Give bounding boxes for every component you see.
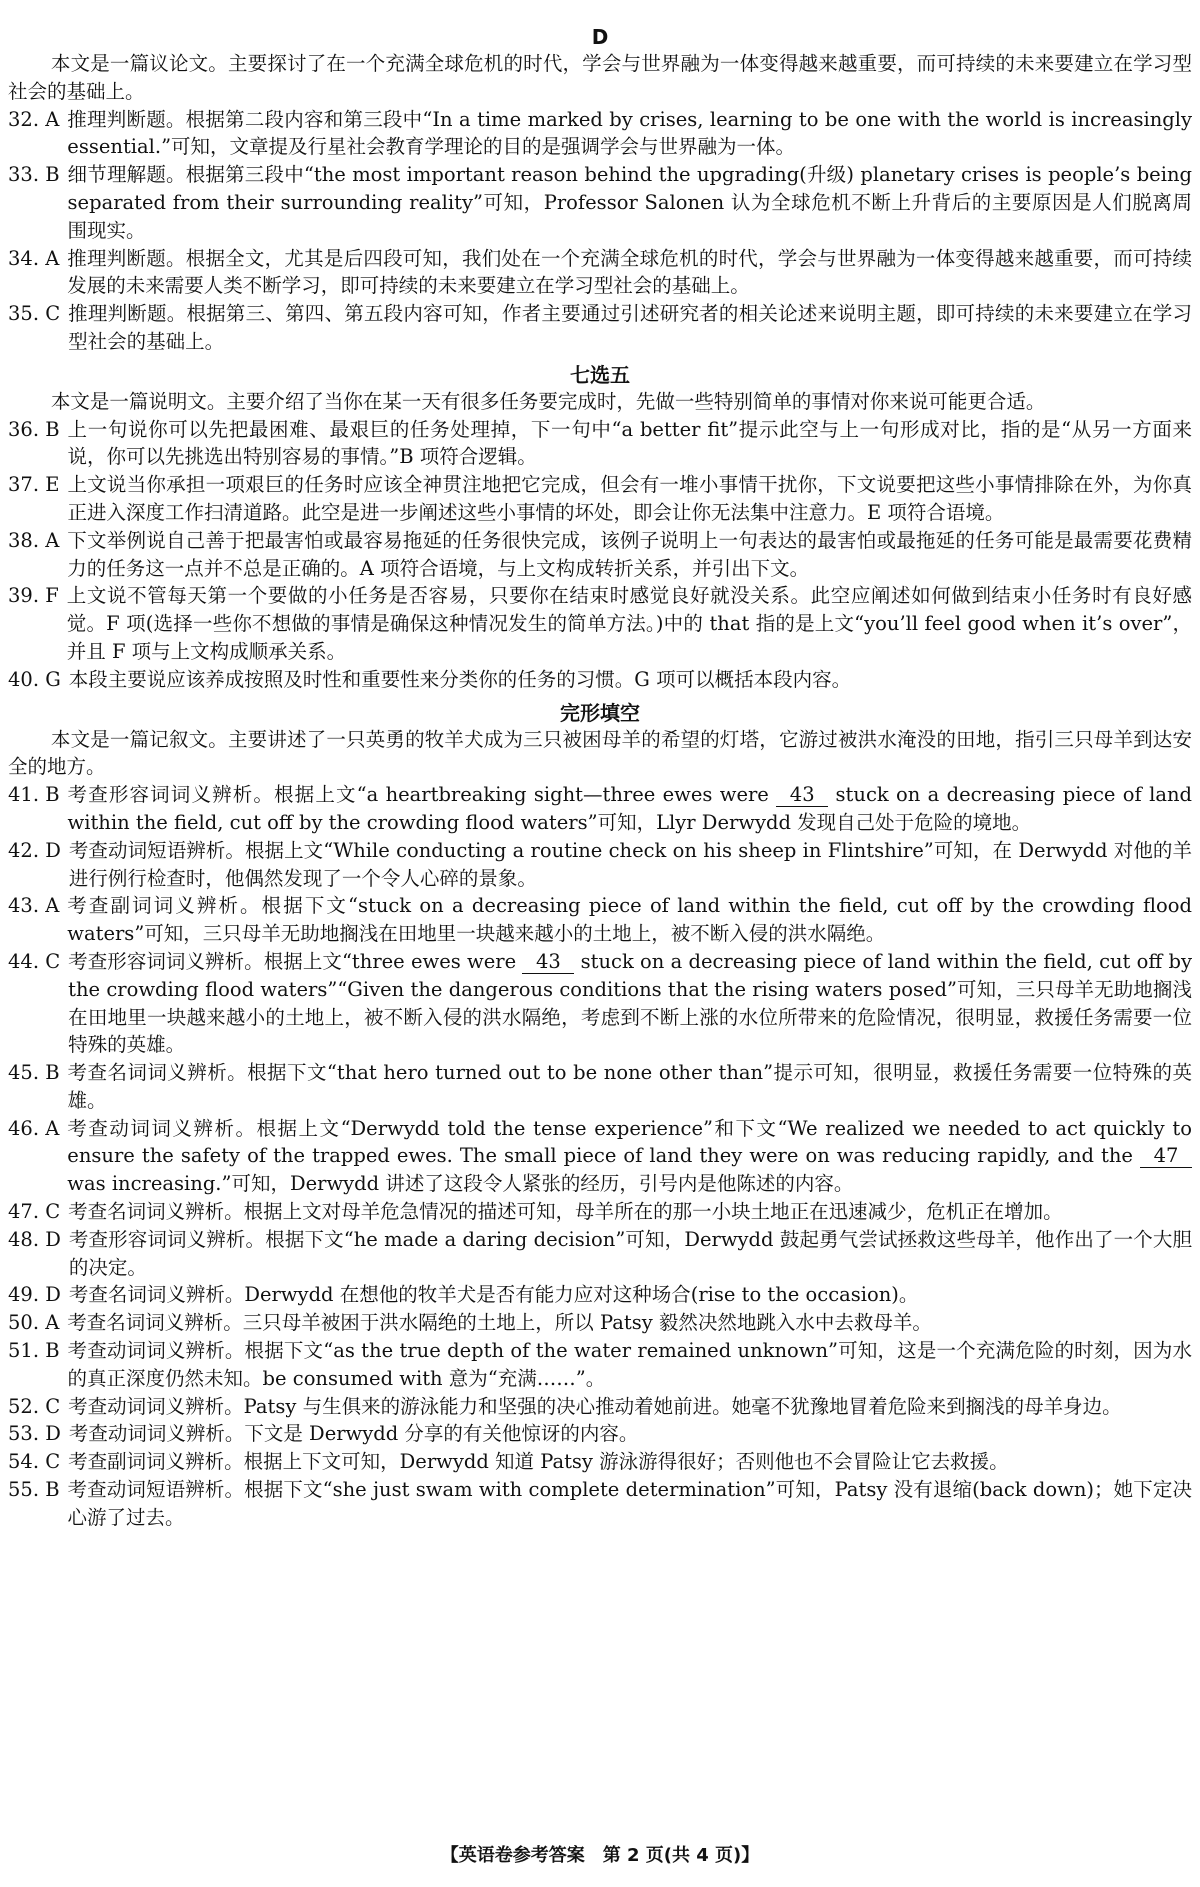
explanation-text: 考查形容词词义辨析。根据下文“he made a daring decision”可知，Derwydd 鼓起勇气尝试拯救这些母羊，他作出了一个大胆的决定。 (68, 1227, 1192, 1279)
answer-number: 35. C (8, 302, 61, 326)
explanation-text: 考查名词词义辨析。根据上文对母羊危急情况的描述可知，母羊所在的那一小块土地正在迅速减少，危机正在增加。 (68, 1200, 1063, 1224)
answer-item (8, 666, 1192, 694)
answer-number: 38. A (8, 528, 60, 552)
answer-item (8, 1226, 1192, 1282)
answer-key-content (8, 24, 1192, 1532)
explanation-text: 考查形容词词义辨析。根据上文“a heartbreaking sight—three ewes were (67, 783, 777, 807)
answer-explanation (67, 527, 1192, 583)
section-heading: 完形填空 (560, 700, 640, 725)
answer-item (8, 892, 1192, 948)
answer-explanation (69, 1226, 1192, 1282)
answer-section (8, 700, 1192, 1532)
explanation-text: 考查名词词义辨析。Derwydd 在想他的牧羊犬是否有能力应对这种场合(rise to the occasion)。 (68, 1283, 919, 1307)
explanation-text: 上一句说你可以先把最困难、最艰巨的任务处理掉，下一句中“a better fit”提示此空与上一句形成对比，指的是“从另一方面来说，你可以先挑选出特别容易的事情。”B 项符合逻辑。 (67, 417, 1192, 469)
answer-explanation (68, 1393, 1192, 1421)
explanation-text: 考查副词词义辨析。根据下文“stuck on a decreasing piece of land within the field, cut off by the crowding flood waters”可知，三只母羊无助地搁浅在田地里一块越来越小的土地上，被不断入侵的洪水隔绝。 (67, 894, 1192, 946)
explanation-text: 细节理解题。根据第三段中“the most important reason behind the upgrading(升级) planetary crises is people’s being separated from their surrounding reality”可知，Professor Salonen 认为全球危机不断上升背后的主要原因是人们脱离周围现实。 (67, 163, 1192, 242)
answer-item (8, 161, 1192, 244)
answer-number: 43. A (8, 894, 60, 918)
answer-number: 33. B (8, 163, 60, 187)
explanation-text: 考查动词短语辨析。根据上文“While conducting a routine check on his sheep in Flintshire”可知，在 Derwydd 对他的羊进行例行检查时，他偶然发现了一个令人心碎的景象。 (68, 838, 1192, 890)
answer-explanation (67, 892, 1192, 948)
answer-section (8, 362, 1192, 694)
answer-item (8, 1448, 1192, 1476)
answer-number: 36. B (8, 417, 60, 441)
answer-number: 52. C (8, 1394, 61, 1418)
answer-explanation (68, 161, 1192, 244)
answer-explanation (69, 837, 1192, 893)
answer-item (8, 245, 1192, 301)
answer-explanation (68, 1059, 1192, 1115)
answer-explanation (68, 1476, 1192, 1532)
answer-explanation (67, 1309, 1192, 1337)
answer-item (8, 1393, 1192, 1421)
answer-number: 47. C (8, 1200, 61, 1224)
explanation-text: 考查动词词义辨析。下文是 Derwydd 分享的有关他惊讶的内容。 (68, 1422, 639, 1446)
answer-number: 55. B (8, 1478, 60, 1502)
answer-item (8, 1476, 1192, 1532)
answer-number: 48. D (8, 1227, 61, 1251)
answer-explanation (69, 1281, 1192, 1309)
answer-item (8, 106, 1192, 162)
section-intro: 本文是一篇说明文。主要介绍了当你在某一天有很多任务要完成时，先做一些特别简单的事情对你来说可能更合适。 (50, 389, 1046, 413)
answer-item (8, 1281, 1192, 1309)
answer-explanation (67, 245, 1192, 301)
explanation-text: 上文说当你承担一项艰巨的任务时应该全神贯注地把它完成，但会有一堆小事情干扰你，下文说要把这些小事情排除在外，为你真正进入深度工作扫清道路。此空是进一步阐述这些小事情的坏处，即会让你无法集中注意力。E 项符合语境。 (67, 473, 1192, 524)
answer-explanation (68, 1337, 1192, 1393)
explanation-text: 考查动词短语辨析。根据下文“she just swam with complete determination”可知，Patsy 没有退缩(back down)；她下定决心游了过去。 (67, 1478, 1192, 1529)
answer-number: 39. F (8, 584, 59, 608)
explanation-text: stuck on a decreasing piece of land within the field, cut off by the crowding flood waters”可知，Llyr Derwydd 发现自己处于危险的境地。 (67, 783, 1192, 834)
blank-number: 47 (1140, 1145, 1192, 1168)
answer-explanation (68, 416, 1192, 472)
answer-explanation (68, 948, 1192, 1059)
answer-number: 51. B (8, 1339, 60, 1363)
explanation-text: stuck on a decreasing piece of land within the field, cut off by the crowding flood waters”“Given the dangerous conditions that the rising waters posed”可知，三只母羊无助地搁浅在田地里一块越来越小的土地上，被不断入侵的洪水隔绝，考虑到不断上涨的水位所带来的危险情况，很明显，救援任务需要一位特殊的英雄。 (68, 949, 1193, 1057)
answer-number: 42. D (8, 838, 61, 862)
answer-number: 34. A (8, 246, 60, 270)
answer-item (8, 1337, 1192, 1393)
answer-explanation (67, 1115, 1192, 1198)
answer-section (8, 24, 1192, 356)
answer-number: 45. B (8, 1061, 60, 1085)
answer-item (8, 1309, 1192, 1337)
answer-explanation (68, 1448, 1192, 1476)
explanation-text: 推理判断题。根据全文，尤其是后四段可知，我们处在一个充满全球危机的时代，学会与世界融为一体变得越来越重要，而可持续发展的未来需要人类不断学习，即可持续的未来要建立在学习型社会的基础上。 (67, 246, 1192, 298)
answer-explanation (68, 1198, 1192, 1226)
explanation-text: 考查名词词义辨析。三只母羊被困于洪水隔绝的土地上，所以 Patsy 毅然决然地跳入水中去救母羊。 (67, 1311, 932, 1335)
answer-number: 44. C (8, 949, 61, 973)
section-heading: D (591, 25, 609, 49)
explanation-text: 上文说不管每天第一个要做的小任务是否容易，只要你在结束时感觉良好就没关系。此空应阐述如何做到结束小任务时有良好感觉。F 项(选择一些你不想做的事情是确保这种情况发生的简单方法。)中的 that 指的是上文“you’ll feel good when it’s over”，并且 F 项与上文构成顺承关系。 (66, 584, 1192, 663)
answer-item (8, 948, 1192, 1059)
blank-number: 43 (522, 951, 574, 974)
answer-number: 54. C (8, 1450, 61, 1474)
answer-item (8, 1059, 1192, 1115)
section-intro: 本文是一篇记叙文。主要讲述了一只英勇的牧羊犬成为三只被困母羊的希望的灯塔，它游过被洪水淹没的田地，指引三只母羊到达安全的地方。 (8, 727, 1192, 779)
answer-item (8, 527, 1192, 583)
explanation-text: was increasing.”可知，Derwydd 讲述了这段令人紧张的经历，引号内是他陈述的内容。 (67, 1172, 854, 1196)
explanation-text: 下文举例说自己善于把最害怕或最容易拖延的任务很快完成，该例子说明上一句表达的最害怕或最拖延的任务可能是最需要花费精力的任务这一点并不总是正确的。A 项符合语境，与上文构成转折关系，并引出下文。 (67, 528, 1192, 580)
explanation-text: 推理判断题。根据第二段内容和第三段中“In a time marked by crises, learning to be one with the world is increasingly essential.”可知，文章提及行星社会教育学理论的目的是强调学会与世界融为一体。 (67, 107, 1192, 159)
answer-item (8, 300, 1192, 356)
answer-explanation (69, 666, 1192, 694)
answer-item (8, 1198, 1192, 1226)
answer-item (8, 837, 1192, 893)
answer-number: 53. D (8, 1422, 61, 1446)
answer-explanation (68, 781, 1192, 837)
answer-explanation (67, 471, 1192, 527)
explanation-text: 推理判断题。根据第三、第四、第五段内容可知，作者主要通过引述研究者的相关论述来说明主题，即可持续的未来要建立在学习型社会的基础上。 (68, 302, 1192, 353)
answer-number: 49. D (8, 1283, 61, 1307)
explanation-text: 本段主要说应该养成按照及时性和重要性来分类你的任务的习惯。G 项可以概括本段内容。 (68, 667, 852, 691)
section-intro: 本文是一篇议论文。主要探讨了在一个充满全球危机的时代，学会与世界融为一体变得越来越重要，而可持续的未来要建立在学习型社会的基础上。 (8, 52, 1192, 103)
explanation-text: 考查形容词词义辨析。根据上文“three ewes were (68, 949, 523, 973)
answer-explanation (67, 582, 1192, 665)
explanation-text: 考查名词词义辨析。根据下文“that hero turned out to be none other than”提示可知，很明显，救援任务需要一位特殊的英雄。 (67, 1061, 1192, 1112)
answer-number: 41. B (8, 783, 60, 807)
answer-explanation (69, 1420, 1192, 1448)
answer-number: 50. A (8, 1311, 60, 1335)
section-heading: 七选五 (570, 362, 630, 387)
answer-item (8, 471, 1192, 527)
explanation-text: 考查动词词义辨析。根据下文“as the true depth of the water remained unknown”可知，这是一个充满危险的时刻，因为水的真正深度仍然未知。be consumed with 意为“充满……”。 (67, 1339, 1192, 1390)
answer-item (8, 781, 1192, 837)
answer-number: 37. E (8, 473, 60, 497)
answer-item (8, 416, 1192, 472)
explanation-text: 考查动词词义辨析。根据上文“Derwydd told the tense experience”和下文“We realized we needed to act quickly to ensure the safety of the trapped ewes. The small piece of land they were on was reducing rapidly, and the (67, 1116, 1192, 1168)
explanation-text: 考查动词词义辨析。Patsy 与生俱来的游泳能力和坚强的决心推动着她前进。她毫不犹豫地冒着危险来到搁浅的母羊身边。 (68, 1394, 1122, 1418)
answer-number: 46. A (8, 1116, 60, 1140)
answer-number: 32. A (8, 107, 60, 131)
explanation-text: 考查副词词义辨析。根据上下文可知，Derwydd 知道 Patsy 游泳游得很好；否则他也不会冒险让它去救援。 (68, 1450, 1009, 1474)
page-footer: 【英语卷参考答案 第 2 页(共 4 页)】 (440, 1845, 760, 1866)
answer-number: 40. G (8, 667, 61, 691)
answer-explanation (68, 300, 1192, 356)
answer-item (8, 1420, 1192, 1448)
answer-explanation (67, 106, 1192, 162)
answer-item (8, 582, 1192, 665)
answer-item (8, 1115, 1192, 1198)
blank-number: 43 (776, 784, 828, 807)
